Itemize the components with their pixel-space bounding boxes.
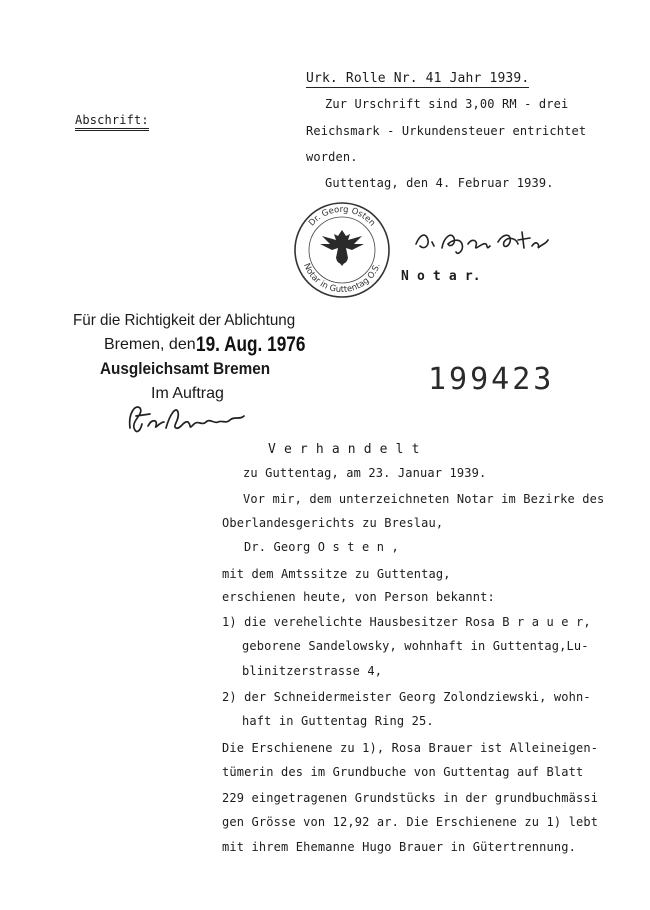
body-line-15: gen Grösse von 12,92 ar. Die Erschienene zu 1) lebt [222, 815, 599, 829]
body-line-9: blinitzerstrasse 4, [242, 664, 383, 678]
stamp-line-accuracy: Für die Richtigkeit der Ablichtung [73, 312, 296, 329]
body-line-12: Die Erschienene zu 1), Rosa Brauer ist Alleineigen- [222, 741, 599, 755]
place-date: Guttentag, den 4. Februar 1939. [325, 176, 554, 190]
body-line-2: Vor mir, dem unterzeichneten Notar im Bezirke des [243, 492, 605, 506]
body-line-10: 2) der Schneidermeister Georg Zolondziewski, wohn- [222, 690, 591, 704]
official-signature [122, 398, 252, 440]
body-line-1: zu Guttentag, am 23. Januar 1939. [243, 466, 487, 480]
body-line-16: mit ihrem Ehemanne Hugo Brauer in Gütertrennung. [222, 840, 576, 854]
stamp-office: Ausgleichsamt Bremen [100, 359, 271, 378]
body-line-13: tümerin des im Grundbuche von Guttentag auf Blatt [222, 765, 584, 779]
urk-rolle-number: Urk. Rolle Nr. 41 Jahr 1939. [306, 71, 530, 86]
body-line-5: mit dem Amtssitze zu Guttentag, [222, 567, 451, 581]
stamp-im-auftrag: Im Auftrag [151, 385, 224, 402]
tax-line-1: Zur Urschrift sind 3,00 RM - drei [325, 97, 569, 111]
body-line-7: 1) die verehelichte Hausbesitzer Rosa B r a u e r, [222, 615, 591, 629]
tax-line-2: Reichsmark - Urkundensteuer entrichtet [306, 124, 587, 138]
body-line-4: Dr. Georg O s t e n , [244, 540, 399, 554]
body-line-11: haft in Guttentag Ring 25. [242, 714, 434, 728]
body-line-14: 229 eingetragenen Grundstücks in der grundbuchmässi [222, 791, 599, 805]
stamp-place: Bremen, den [104, 336, 196, 353]
body-line-6: erschienen heute, von Person bekannt: [222, 590, 495, 604]
abschrift-label: Abschrift: [75, 113, 149, 131]
notary-seal [292, 200, 392, 300]
document-number: 199423 [428, 362, 555, 397]
body-line-8: geborene Sandelowsky, wohnhaft in Guttentag,Lu- [242, 639, 589, 653]
notar-label: N o t a r. [401, 269, 481, 284]
body-heading: V e r h a n d e l t [268, 442, 420, 457]
stamp-date: 19. Aug. 1976 [196, 333, 306, 356]
seal-text-top: Dr. Georg Osten [307, 204, 377, 229]
seal-text-bottom: Notar in Guttentag O.S. [301, 261, 383, 296]
tax-line-3: worden. [306, 150, 358, 164]
notary-signature [412, 222, 552, 262]
body-line-3: Oberlandesgerichts zu Breslau, [222, 516, 444, 530]
eagle-emblem-icon [320, 230, 364, 266]
